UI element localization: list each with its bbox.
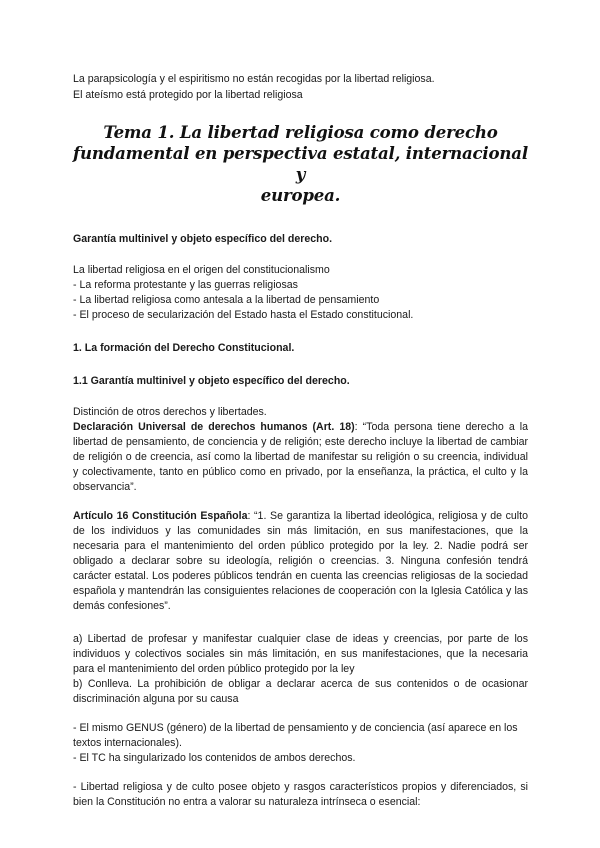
- distincion-text: Distinción de otros derechos y libertades.: [73, 406, 267, 418]
- libertad-culto-note: - Libertad religiosa y de culto posee objeto y rasgos característicos propios y diferenciados, si bien la Constitución no entra a valorar su naturaleza intrínseca o esencial:: [73, 781, 528, 808]
- origin-list-heading: La libertad religiosa en el origen del constitucionalismo: [73, 264, 330, 276]
- dudh-label: Declaración Universal de derechos humanos (Art. 18): [73, 421, 355, 433]
- genus-note: - El mismo GENUS (género) de la libertad de pensamiento y de conciencia (así aparece en los textos internacionales).: [73, 722, 518, 749]
- section-heading-1: 1. La formación del Derecho Constitucional.: [73, 342, 295, 354]
- point-b: b) Conlleva. La prohibición de obligar a declarar acerca de sus contenidos o de ocasionar discriminación alguna por su causa: [73, 678, 528, 705]
- art16-label: Artículo 16 Constitución Española: [73, 510, 248, 522]
- intro-notes: [73, 71, 528, 103]
- origin-list: [73, 263, 528, 323]
- document-body: [73, 71, 528, 810]
- document-title: [73, 122, 528, 206]
- list-item: - La reforma protestante y las guerras religiosas: [73, 279, 298, 291]
- list-item: - La libertad religiosa como antesala a la libertad de pensamiento: [73, 294, 380, 306]
- tc-note: - El TC ha singularizado los contenidos de ambos derechos.: [73, 752, 356, 764]
- art16-text: : “1. Se garantiza la libertad ideológica, religiosa y de culto de los individuos y las comunidades sin más limitación, en sus manifestaciones, que la necesaria para el mantenimiento del orden público protegido por la ley. 2. Nadie podrá ser obligado a declarar sobre su ideología, religión o creencias. 3. Ninguna confesión tendrá carácter estatal. Los poderes públicos tendrán en cuenta las creencias religiosas de la sociedad española y mantendrán las consiguientes relaciones de cooperación con la Iglesia Católica y las demás confesiones”.: [73, 510, 528, 612]
- title-line-3: europea.: [260, 185, 341, 205]
- list-item: - El proceso de secularización del Estado hasta el Estado constitucional.: [73, 309, 414, 321]
- point-a: a) Libertad de profesar y manifestar cualquier clase de ideas y creencias, por parte de los individuos y colectivos sociales sin más limitación, en sus manifestaciones, que la necesaria para el mantenimiento del orden público protegido por la ley: [73, 633, 528, 675]
- section-heading-garantia: Garantía multinivel y objeto específico del derecho.: [73, 233, 333, 245]
- title-line-2: fundamental en perspectiva estatal, internacional y: [73, 143, 528, 184]
- intro-line-2: El ateísmo está protegido por la libertad religiosa: [73, 89, 303, 101]
- intro-line-1: La parapsicología y el espiritismo no están recogidas por la libertad religiosa.: [73, 73, 435, 85]
- dudh-text: : “Toda persona tiene derecho a la libertad de pensamiento, de conciencia y de religión; este derecho incluye la libertad de cambiar de religión o de creencia, así como la libertad de manifestar su religión o su creencia, individual y colectivamente, tanto en público como en privado, por la enseñanza, la práctica, el culto y la observancia”.: [73, 421, 528, 493]
- dudh-paragraph: [73, 420, 528, 495]
- art16-paragraph: [73, 509, 528, 614]
- section-heading-1-1: 1.1 Garantía multinivel y objeto específico del derecho.: [73, 375, 350, 387]
- title-line-1: Tema 1. La libertad religiosa como derecho: [103, 122, 498, 142]
